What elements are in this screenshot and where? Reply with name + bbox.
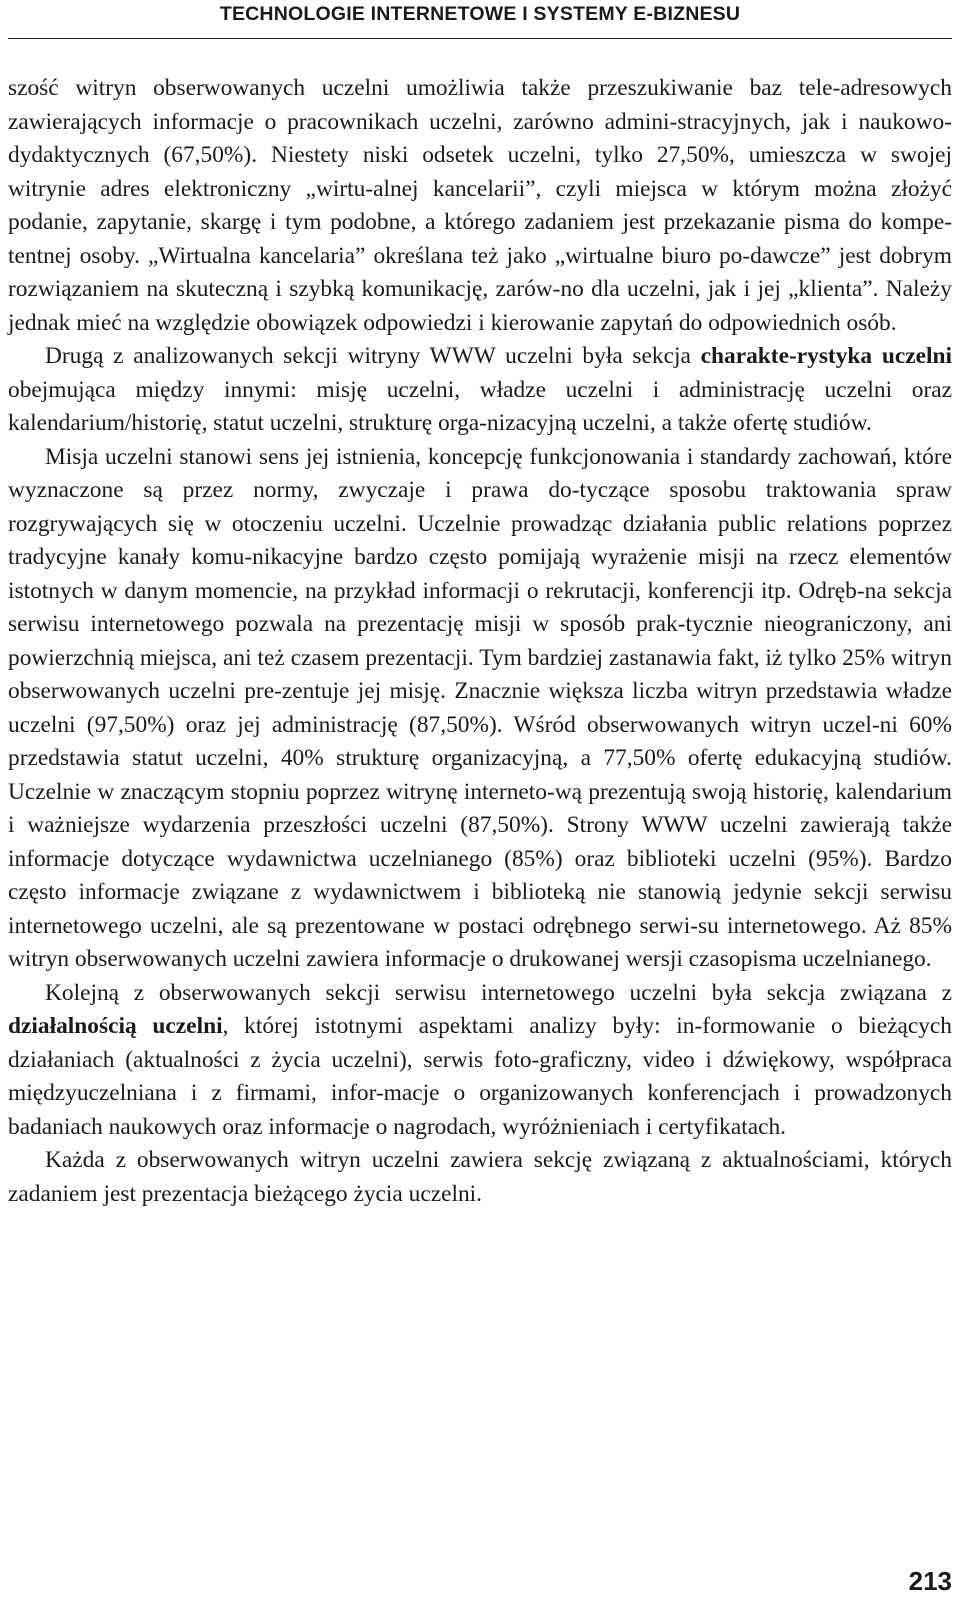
text-run: , której istotnymi aspektami analizy były: in-formowanie o bieżących działaniach (aktualności z życia uczelni), serwis foto-graficzny, video i dźwiękowy, współpraca międzyuczelniana i z firmami, infor-macje o organizowanych konferencjach i prowadzonych badaniach naukowych oraz informacje o nagrodach, wyróżnieniach i certyfikatach. <box>8 1013 952 1140</box>
paragraph <box>8 1144 952 1211</box>
text-run: Kolejną z obserwowanych sekcji serwisu internetowego uczelni była sekcja związana z <box>45 979 952 1006</box>
text-run: Drugą z analizowanych sekcji witryny WWW uczelni była sekcja <box>45 343 701 370</box>
text-run: obejmująca między innymi: misję uczelni, władze uczelni i administrację uczelni oraz kalendarium/historię, statut uczelni, strukturę orga-nizacyjną uczelni, a także ofertę studiów. <box>8 376 952 437</box>
paragraph <box>8 72 952 340</box>
text-run: Każda z obserwowanych witryn uczelni zawiera sekcję związaną z aktualnościami, których zadaniem jest prezentacja bieżącego życia uczelni. <box>8 1147 952 1207</box>
bold-term: charakte-rystyka uczelni <box>700 343 952 370</box>
bold-term: działalnością uczelni <box>8 1013 223 1040</box>
header-title: TECHNOLOGIE INTERNETOWE I SYSTEMY E-BIZNESU <box>219 3 741 25</box>
body-text <box>8 72 952 1211</box>
running-header <box>8 0 952 39</box>
paragraph <box>8 977 952 1145</box>
paragraph <box>8 441 952 977</box>
text-run: szość witryn obserwowanych uczelni umożliwia także przeszukiwanie baz tele-adresowych zawierających informacje o pracownikach uczelni, zarówno admini-stracyjnych, jak i naukowo-dydaktycznych (67,50%). Niestety niski odsetek uczelni, tylko 27,50%, umieszcza w swojej witrynie adres elektroniczny „wirtu-alnej kancelarii”, czyli miejsca w którym można złożyć podanie, zapytanie, skargę i tym podobne, a którego zadaniem jest przekazanie pisma do kompe-tentnej osoby. „Wirtualna kancelaria” określana też jako „wirtualne biuro po-dawcze” jest dobrym rozwiązaniem na skuteczną i szybką komunikację, zarów-no dla uczelni, jak i jej „klienta”. Należy jednak mieć na względzie obowiązek odpowiedzi i kierowanie zapytań do odpowiednich osób. <box>8 75 952 336</box>
text-run: Misja uczelni stanowi sens jej istnienia, koncepcję funkcjonowania i standardy zachowań, które wyznaczone są przez normy, zwyczaje i prawa do-tyczące sposobu traktowania spraw rozgrywających się w otoczeniu uczelni. Uczelnie prowadząc działania public relations poprzez tradycyjne kanały komu-nikacyjne bardzo często pomijają wyrażenie misji na rzecz elementów istotnych w danym momencie, na przykład informacji o rekrutacji, konferencji itp. Odręb-na sekcja serwisu internetowego pozwala na prezentację misji w sposób prak-tycznie nieograniczony, ani powierzchnią miejsca, ani też czasem prezentacji. Tym bardziej zastanawia fakt, iż tylko 25% witryn obserwowanych uczelni pre-zentuje jej misję. Znacznie większa liczba witryn przedstawia władze uczelni (97,50%) oraz jej administrację (87,50%). Wśród obserwowanych witryn uczel-ni 60% przedstawia statut uczelni, 40% strukturę organizacyjną, a 77,50% ofertę edukacyjną studiów. Uczelnie w znaczącym stopniu poprzez witrynę interneto-wą prezentują swoją historię, kalendarium i ważniejsze wydarzenia przeszłości uczelni (87,50%). Strony WWW uczelni zawierają także informacje dotyczące wydawnictwa uczelnianego (85%) oraz biblioteki uczelni (95%). Bardzo często informacje związane z wydawnictwem i biblioteką nie stanowią jedynie sekcji serwisu internetowego uczelni, ale są prezentowane w postaci odrębnego serwi-su internetowego. Aż 85% witryn obserwowanych uczelni zawiera informacje o drukowanej wersji czasopisma uczelnianego. <box>8 443 952 973</box>
paragraph <box>8 340 952 441</box>
page-number: 213 <box>908 1566 952 1596</box>
